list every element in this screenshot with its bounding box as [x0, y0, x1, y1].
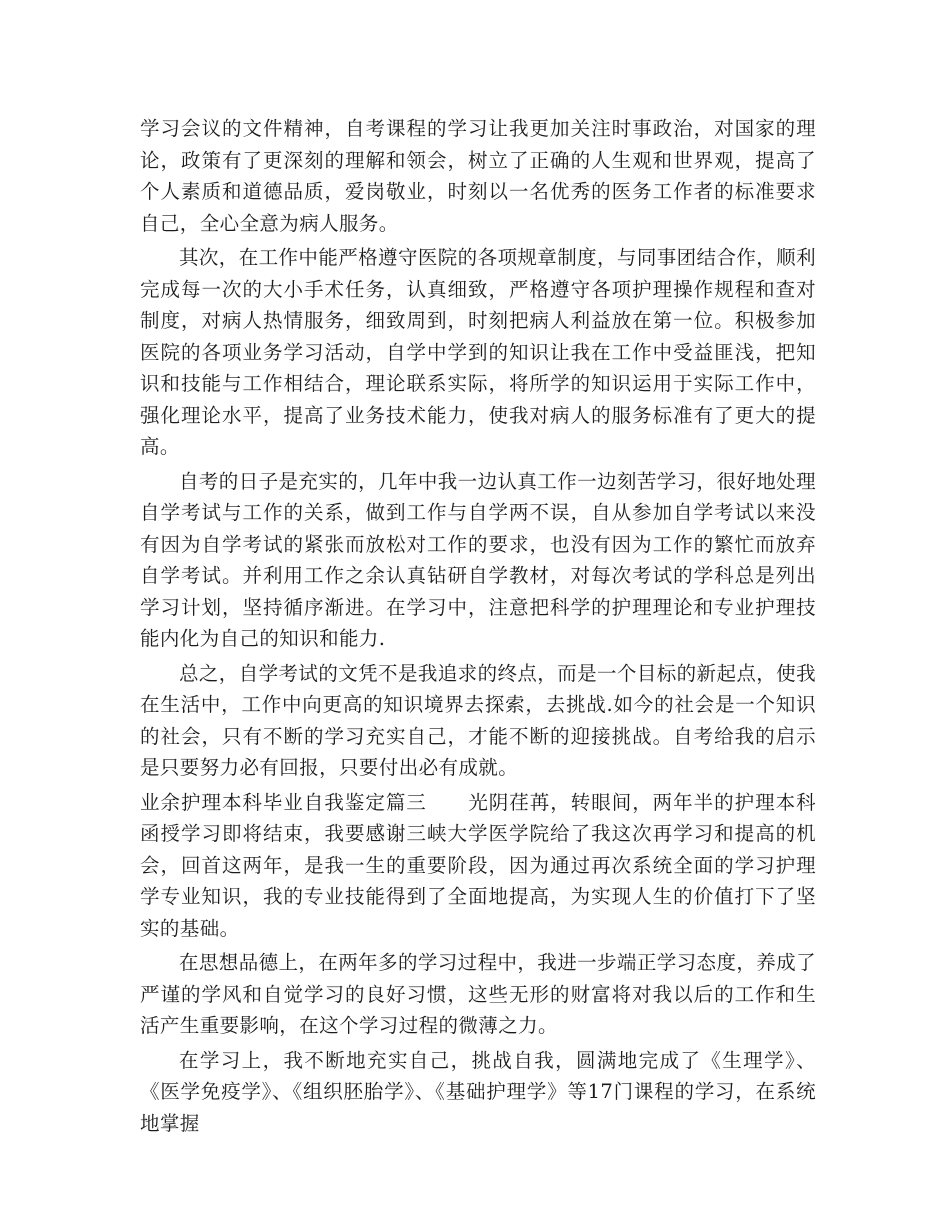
paragraph-4: 总之，自学考试的文凭不是我追求的终点，而是一个目标的新起点，使我在生活中，工作中向更高的知识境界去探索，去挑战.如今的社会是一个知识的社会，只有不断的学习充实自己，才能不断的迎接挑战。自考给我的启示是只要努力必有回报，只要付出必有成就。 [140, 661, 816, 779]
paragraph-7: 在学习上，我不断地充实自己，挑战自我，圆满地完成了《生理学》、《医学免疫学》、《组织胚胎学》、《基础护理学》等17门课程的学习，在系统地掌握 [140, 1048, 816, 1135]
section-intro: 光阴荏苒，转眼间，两年半的护理本科函授学习即将结束，我要感谢三峡大学医学院给了我这次再学习和提高的机会，回首这两年，是我一生的重要阶段，因为通过再次系统全面的学习护理学专业知识，我的专业技能得到了全面地提高，为实现人生的价值打下了坚实的基础。 [140, 790, 816, 940]
section-paragraph [140, 787, 816, 945]
section-heading: 业余护理本科毕业自我鉴定篇三 [140, 790, 427, 814]
paragraph-6: 在思想品德上，在两年多的学习过程中，我进一步端正学习态度，养成了严谨的学风和自觉学习的良好习惯，这些无形的财富将对我以后的工作和生活产生重要影响，在这个学习过程的微薄之力。 [140, 951, 816, 1037]
paragraph-2: 其次，在工作中能严格遵守医院的各项规章制度，与同事团结合作，顺利完成每一次的大小手术任务，认真细致，严格遵守各项护理操作规程和查对制度，对病人热情服务，细致周到，时刻把病人利益放在第一位。积极参加医院的各项业务学习活动，自学中学到的知识让我在工作中受益匪浅，把知识和技能与工作相结合，理论联系实际，将所学的知识运用于实际工作中，强化理论水平，提高了业务技术能力，使我对病人的服务标准有了更大的提高。 [140, 246, 816, 458]
paragraph-3: 自考的日子是充实的，几年中我一边认真工作一边刻苦学习，很好地处理自学考试与工作的关系，做到工作与自学两不误，自从参加自学考试以来没有因为自学考试的紧张而放松对工作的要求，也没有因为工作的繁忙而放弃自学考试。并利用工作之余认真钻研自学教材，对每次考试的学科总是列出学习计划，坚持循序渐进。在学习中，注意把科学的护理理论和专业护理技能内化为自己的知识和能力. [140, 469, 816, 650]
document-body [140, 113, 816, 1142]
paragraph-1: 学习会议的文件精神，自考课程的学习让我更加关注时事政治，对国家的理论，政策有了更深刻的理解和领会，树立了正确的人生观和世界观，提高了个人素质和道德品质，爱岗敬业，时刻以一名优秀的医务工作者的标准要求自己，全心全意为病人服务。 [140, 117, 816, 235]
